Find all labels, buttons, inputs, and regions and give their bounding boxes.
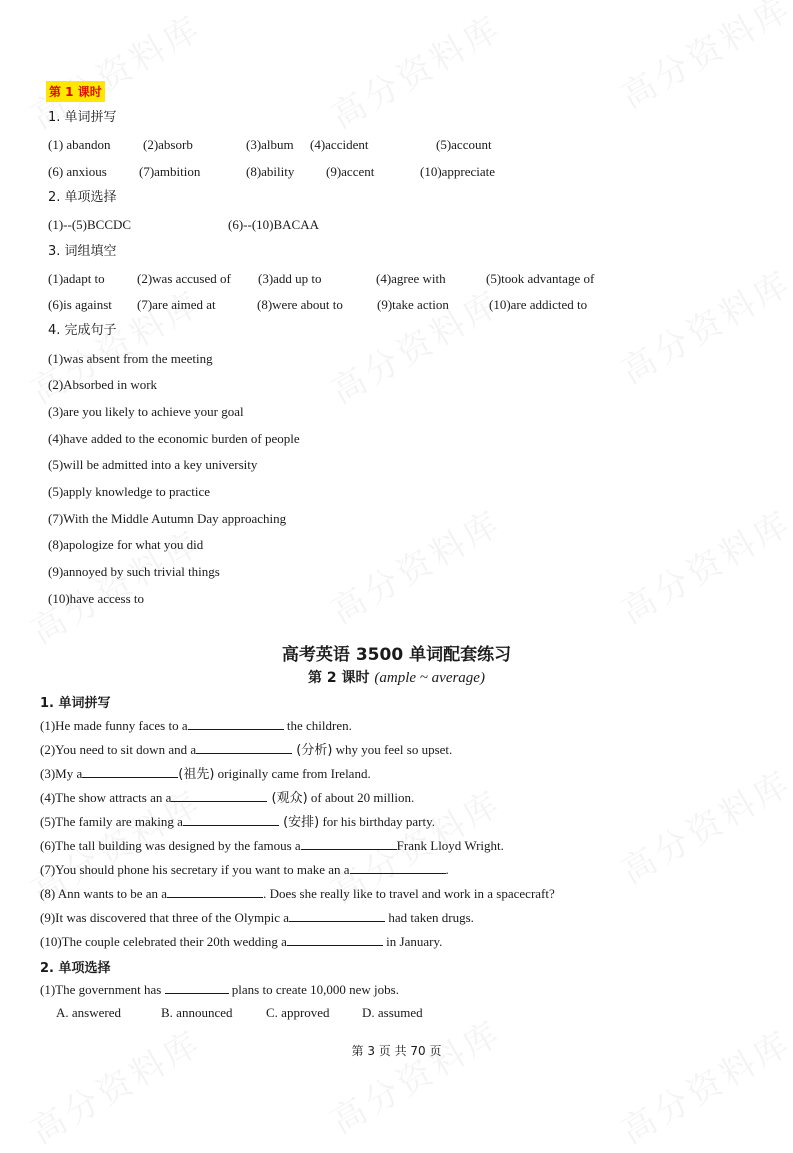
- section-title: 1. 单词拼写: [48, 110, 117, 125]
- watermark: [610, 0, 793, 118]
- answer-blank[interactable]: [183, 813, 279, 826]
- sentence-answer: (8)apologize for what you did: [48, 537, 204, 552]
- question-text: (7)You should phone his secretary if you want to make an a: [40, 862, 350, 877]
- page-number: 第 3 页 共 70 页: [351, 1044, 442, 1058]
- answer-item: (3)add up to: [258, 271, 322, 286]
- sentence-answer: (5)will be admitted into a key university: [48, 457, 258, 472]
- section-title: 2. 单项选择: [40, 961, 111, 976]
- question-text: for his birthday party.: [319, 814, 435, 829]
- answer-item: (10)are addicted to: [489, 297, 588, 312]
- answer-blank[interactable]: [82, 765, 178, 778]
- question-row: [40, 933, 442, 950]
- answer-item: (7)ambition: [139, 164, 201, 179]
- sentence-answer: (4)have added to the economic burden of people: [48, 431, 300, 446]
- question-text: .: [445, 862, 449, 877]
- answer-item: (9)accent: [326, 164, 375, 179]
- chinese-hint: (祖先): [178, 767, 215, 782]
- answer-blank[interactable]: [165, 981, 229, 994]
- answer-blank[interactable]: [188, 717, 284, 730]
- question-text: originally came from Ireland.: [214, 766, 371, 781]
- question-text: had taken drugs.: [385, 910, 474, 925]
- question-text: . Does she really like to travel and work in a spacecraft?: [263, 886, 555, 901]
- question-text: (2)You need to sit down and a: [40, 742, 197, 757]
- watermark: [610, 1016, 793, 1153]
- question-text: (10)The couple celebrated their 20th wedding a: [40, 934, 287, 949]
- lesson-tag: 第 1 课时: [46, 81, 105, 102]
- question-text: (6)The tall building was designed by the famous a: [40, 838, 301, 853]
- question-text: (1)He made funny faces to a: [40, 718, 188, 733]
- question-row: [40, 885, 555, 902]
- answer-item: (8)were about to: [257, 297, 343, 312]
- answer-item: (6)--(10)BACAA: [228, 217, 319, 232]
- answer-item: (1) abandon: [48, 137, 111, 152]
- answer-item: (1)--(5)BCCDC: [48, 217, 132, 232]
- answer-item: (5)account: [436, 137, 492, 152]
- answer-item: (6) anxious: [48, 164, 107, 179]
- sentence-answer: (1)was absent from the meeting: [48, 351, 213, 366]
- answer-item: (3)album: [246, 137, 294, 152]
- answer-blank[interactable]: [171, 789, 267, 802]
- section-title: 4. 完成句子: [48, 323, 117, 338]
- question-row: [40, 909, 474, 926]
- sentence-answer: (7)With the Middle Autumn Day approaching: [48, 511, 287, 526]
- question-row: [40, 789, 414, 807]
- chinese-hint: (分析): [292, 743, 333, 758]
- answer-item: (1)adapt to: [48, 271, 105, 286]
- question-row: [40, 837, 504, 854]
- answer-item: (4)agree with: [376, 271, 446, 286]
- sentence-answer: (2)Absorbed in work: [48, 377, 158, 392]
- watermark: [320, 1, 509, 138]
- answer-blank[interactable]: [289, 909, 385, 922]
- watermark: [20, 1016, 209, 1153]
- question-text: Frank Lloyd Wright.: [396, 838, 504, 853]
- section-title: 1. 单词拼写: [40, 696, 111, 711]
- section-title: 3. 词组填空: [48, 244, 117, 259]
- question-text: (8) Ann wants to be an a: [40, 886, 168, 901]
- answer-blank[interactable]: [301, 837, 397, 850]
- question-text: (5)The family are making a: [40, 814, 183, 829]
- question-text: plans to create 10,000 new jobs.: [228, 982, 399, 997]
- answer-item: (6)is against: [48, 297, 112, 312]
- watermark: [320, 1006, 509, 1143]
- section-title: 2. 单项选择: [48, 190, 117, 205]
- word-range: (ample ~ average): [374, 670, 485, 686]
- sentence-answer: (3)are you likely to achieve your goal: [48, 404, 244, 419]
- sentence-answer: (10)have access to: [48, 591, 145, 606]
- answer-blank[interactable]: [350, 861, 446, 874]
- question-row: [40, 765, 371, 783]
- watermark: [610, 256, 793, 393]
- lesson-number: 第 2 课时: [308, 670, 370, 686]
- answer-item: (5)took advantage of: [486, 271, 595, 286]
- question-row: [40, 717, 352, 734]
- answer-item: (8)ability: [246, 164, 295, 179]
- answer-item: (9)take action: [377, 297, 449, 312]
- option-c[interactable]: C. approved: [266, 1005, 330, 1020]
- question-text: (3)My a: [40, 766, 83, 781]
- answer-blank[interactable]: [167, 885, 263, 898]
- question-text: (1)The government has: [40, 982, 162, 997]
- page-title: 高考英语 3500 单词配套练习: [281, 645, 512, 665]
- question-row: [40, 861, 449, 878]
- lesson-subtitle: [0, 667, 793, 687]
- sentence-answer: (5)apply knowledge to practice: [48, 484, 211, 499]
- question-text: of about 20 million.: [307, 790, 415, 805]
- answer-item: (7)are aimed at: [137, 297, 216, 312]
- sentence-answer: (9)annoyed by such trivial things: [48, 564, 220, 579]
- watermark: [320, 496, 509, 633]
- question-text: in January.: [382, 934, 443, 949]
- answer-item: (4)accident: [310, 137, 369, 152]
- option-d[interactable]: D. assumed: [362, 1005, 423, 1020]
- watermark: [610, 496, 793, 633]
- question-text: (4)The show attracts an a: [40, 790, 172, 805]
- question-row: [40, 981, 399, 998]
- chinese-hint: (观众): [267, 791, 308, 806]
- question-row: [40, 741, 452, 759]
- answer-blank[interactable]: [287, 933, 383, 946]
- question-text: (9)It was discovered that three of the Olympic a: [40, 910, 290, 925]
- answer-item: (10)appreciate: [420, 164, 496, 179]
- question-text: the children.: [283, 718, 352, 733]
- question-row: [40, 813, 435, 831]
- answer-item: (2)absorb: [143, 137, 193, 152]
- answer-item: (2)was accused of: [137, 271, 231, 286]
- watermark: [610, 756, 793, 893]
- chinese-hint: (安排): [278, 815, 320, 830]
- option-b[interactable]: B. announced: [161, 1005, 233, 1020]
- answer-blank[interactable]: [196, 741, 292, 754]
- option-a[interactable]: A. answered: [56, 1005, 121, 1020]
- question-text: why you feel so upset.: [332, 742, 453, 757]
